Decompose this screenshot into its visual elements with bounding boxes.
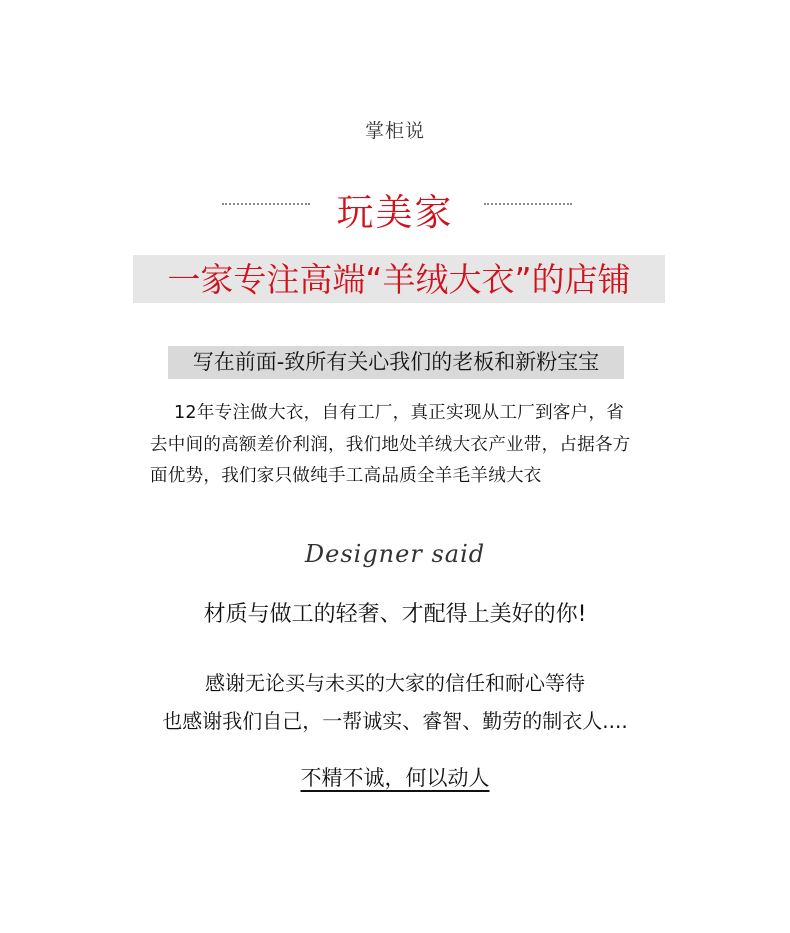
intro-body: 12年专注做大衣，自有工厂，真正实现从工厂到客户，省去中间的高额差价利润，我们地处羊绒大衣产业带，占据各方面优势，我们家只做纯手工高品质全羊毛羊绒大衣 (150, 403, 631, 486)
signature-block (0, 540, 790, 580)
brand-name: 玩美家 (336, 191, 454, 234)
tagline: 一家专注高端“羊绒大衣”的店铺 (167, 260, 631, 299)
header-label: 掌柜说 (364, 120, 425, 142)
motto: 不精不诚，何以动人 (300, 766, 490, 790)
motto-block (0, 762, 790, 792)
thanks-line-1: 感谢无论买与未买的大家的信任和耐心等待 (205, 671, 585, 695)
designer-signature: Designer said (304, 540, 486, 568)
brand-row (0, 180, 790, 234)
quote: 材质与做工的轻奢、才配得上美好的你! (203, 602, 587, 627)
intro-title: 写在前面-致所有关心我们的老板和新粉宝宝 (192, 350, 600, 374)
dotted-divider-right (484, 203, 572, 205)
thanks-line-2: 也感谢我们自己，一帮诚实、睿智、勤劳的制衣人.... (162, 709, 628, 733)
